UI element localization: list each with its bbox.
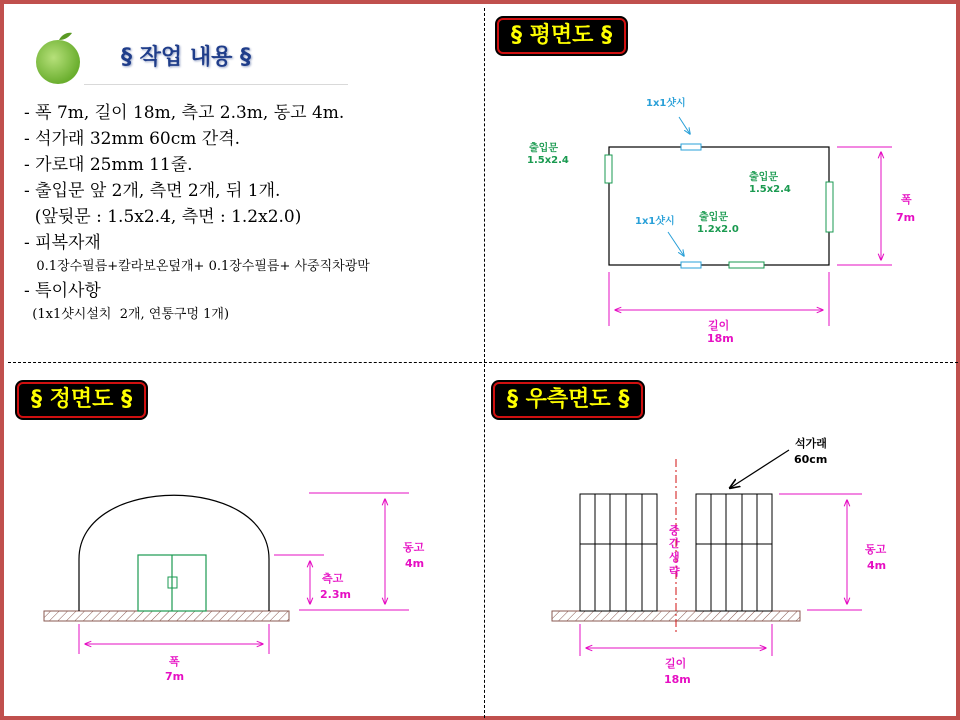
work-item: 0.1장수필름+칼라보온덮개+ 0.1장수필름+ 사중직차광막 (24, 259, 370, 274)
front-title-badge: § 정면도 § (17, 382, 146, 418)
front-side-label: 측고 (322, 572, 344, 585)
side-view-drawing (486, 424, 956, 716)
work-list (24, 100, 370, 326)
plan-sash-top (681, 144, 701, 150)
work-item: (앞뒷문 : 1.5x2.4, 측면 : 1.2x2.0) (24, 207, 302, 227)
side-omit-char: 략 (669, 565, 680, 578)
plan-sash-top-arrow (679, 117, 690, 134)
side-omit-char: 중 (669, 524, 680, 537)
plan-sash-top-label: 1x1샷시 (646, 98, 686, 109)
plan-door-left (605, 155, 612, 183)
plan-length-label: 길이 (708, 319, 730, 332)
work-title: § 작업 내용 § (121, 45, 251, 70)
work-item: - 폭 7m, 길이 18m, 측고 2.3m, 동고 4m. (24, 103, 345, 123)
side-title-badge: § 우측면도 § (493, 382, 643, 418)
side-omit-char: 간 (669, 537, 680, 550)
work-item: - 출입문 앞 2개, 측면 2개, 뒤 1개. (24, 181, 281, 201)
side-length-value: 18m (664, 673, 691, 686)
side-frame-right (696, 494, 772, 611)
plan-door-right (826, 182, 833, 232)
side-omit-char: 생 (669, 551, 680, 564)
front-ground (44, 611, 289, 621)
plan-door-bottom (729, 262, 764, 268)
front-ridge-value: 4m (405, 557, 425, 570)
front-ridge-label: 동고 (403, 541, 425, 554)
plan-sash-bottom-arrow (668, 232, 684, 256)
side-length-label: 길이 (665, 657, 687, 670)
work-item: - 석가래 32mm 60cm 간격. (24, 129, 241, 149)
side-ridge-label: 동고 (865, 543, 887, 556)
work-item: - 특이사항 (24, 281, 101, 301)
front-arch (79, 495, 269, 611)
vertical-divider (484, 8, 485, 718)
front-width-value: 7m (165, 670, 185, 683)
title-underline (84, 84, 348, 85)
plan-view-drawing (486, 64, 956, 360)
front-view-drawing (10, 424, 480, 716)
work-item: (1x1샷시설치 2개, 연통구멍 1개) (24, 307, 230, 322)
work-item: - 피복자재 (24, 233, 101, 253)
front-width-label: 폭 (169, 655, 180, 668)
apple-icon (32, 28, 84, 88)
side-rafter-value: 60cm (794, 453, 828, 466)
plan-width-label: 폭 (901, 193, 912, 206)
plan-outline (609, 147, 829, 265)
side-rafter-label: 석가래 (795, 437, 827, 450)
plan-door-left-label: 출입문 (529, 143, 558, 154)
plan-title-badge: § 평면도 § (497, 18, 626, 54)
side-rafter-arrow (730, 450, 789, 488)
plan-sash-bottom (681, 262, 701, 268)
side-frame-left (580, 494, 657, 611)
plan-door-right-label: 출입문 (749, 172, 778, 183)
plan-sash-bottom-label: 1x1샷시 (635, 216, 675, 227)
side-ridge-value: 4m (867, 559, 887, 572)
front-side-value: 2.3m (320, 588, 351, 601)
plan-door-bottom-size: 1.2x2.0 (697, 224, 739, 235)
plan-door-left-size: 1.5x2.4 (527, 155, 569, 166)
plan-width-value: 7m (896, 211, 916, 224)
horizontal-divider (8, 362, 958, 363)
plan-door-right-size: 1.5x2.4 (749, 184, 791, 195)
plan-door-bottom-label: 출입문 (699, 212, 728, 223)
work-item: - 가로대 25mm 11줄. (24, 155, 193, 175)
plan-length-value: 18m (707, 332, 734, 345)
